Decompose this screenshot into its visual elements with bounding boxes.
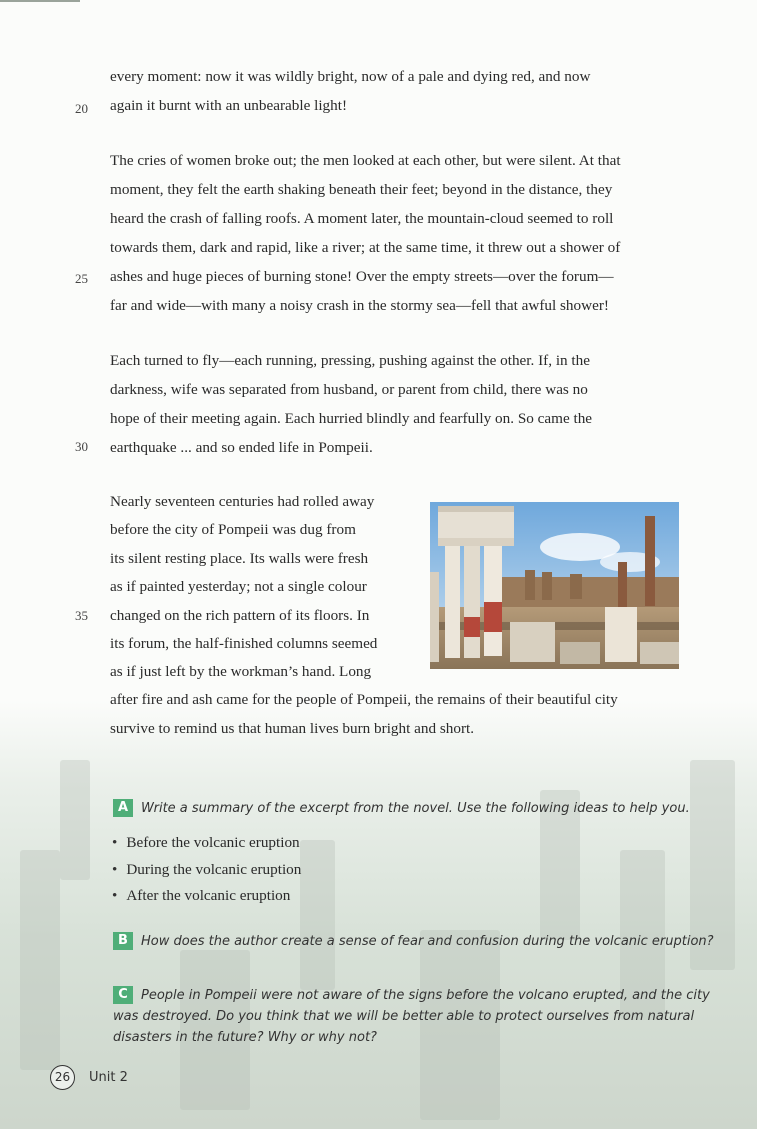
text-line: ashes and huge pieces of burning stone! Over the empty streets—over the forum— (110, 268, 614, 285)
paragraph-eruption (110, 146, 710, 320)
text-line: survive to remind us that human lives burn bright and short. (110, 720, 475, 737)
text-line: heard the crash of falling roofs. A moment later, the mountain-cloud seemed to roll (110, 210, 614, 227)
text-line: after fire and ash came for the people of Pompeii, the remains of their beautiful city (110, 691, 618, 708)
text-line: as if just left by the workman’s hand. Long (110, 663, 372, 681)
text-line: every moment: now it was wildly bright, now of a pale and dying red, and now (110, 68, 591, 85)
pompeii-forum-photo (430, 502, 679, 669)
task-a (113, 798, 690, 819)
text-line: as if painted yesterday; not a single colour (110, 578, 367, 596)
task-c-text: was destroyed. Do you think that we will be better able to protect ourselves from natural (113, 1009, 695, 1024)
text-line: far and wide—with many a noisy crash in the stormy sea—fell that awful shower! (110, 297, 609, 314)
line-number: 25 (75, 271, 88, 286)
unit-label: Unit 2 (89, 1070, 128, 1085)
text-line: hope of their meeting again. Each hurried blindly and fearfully on. So came the (110, 410, 593, 427)
line-number: 30 (75, 439, 88, 454)
task-badge: C (113, 986, 133, 1004)
page-footer (50, 1065, 128, 1090)
text-line: changed on the rich pattern of its floors. In (110, 606, 370, 624)
text-line: moment, they felt the earth shaking beneath their feet; beyond in the distance, they (110, 181, 613, 198)
task-b-text: How does the author create a sense of fear and confusion during the volcanic eruption? (141, 934, 714, 949)
text-line: The cries of women broke out; the men looked at each other, but were silent. At that (110, 152, 621, 169)
paragraph-excavation (110, 488, 420, 687)
text-line: earthquake ... and so ended life in Pompeii. (110, 439, 373, 456)
task-badge: A (113, 799, 133, 817)
text-line: its forum, the half-finished columns seemed (110, 635, 378, 653)
task-b (113, 931, 714, 952)
task-a-text: Write a summary of the excerpt from the novel. Use the following ideas to help you. (141, 801, 690, 816)
top-rule (0, 0, 80, 2)
task-c-text: disasters in the future? Why or why not? (113, 1030, 377, 1045)
summary-ideas-list (112, 830, 301, 910)
task-badge: B (113, 932, 133, 950)
paragraph-flight (110, 346, 710, 462)
line-number: 20 (75, 101, 88, 116)
line-number: 35 (75, 608, 88, 623)
text-line: before the city of Pompeii was dug from (110, 521, 356, 539)
text-line: Nearly seventeen centuries had rolled away (110, 493, 375, 510)
text-line: again it burnt with an unbearable light! (110, 97, 348, 114)
paragraph-excavation-end (110, 685, 710, 743)
page-number: 26 (50, 1065, 75, 1090)
text-line: towards them, dark and rapid, like a river; at the same time, it threw out a shower of (110, 239, 621, 256)
task-c-text: People in Pompeii were not aware of the signs before the volcano erupted, and the city (141, 988, 710, 1003)
list-item: • During the volcanic eruption (112, 857, 301, 884)
text-line: Each turned to fly—each running, pressing, pushing against the other. If, in the (110, 352, 590, 369)
list-item: • Before the volcanic eruption (112, 830, 301, 857)
task-c (113, 985, 710, 1048)
text-line: its silent resting place. Its walls were fresh (110, 549, 369, 567)
list-item: • After the volcanic eruption (112, 883, 301, 910)
text-line: darkness, wife was separated from husband, or parent from child, there was no (110, 381, 588, 398)
paragraph-continuation (110, 62, 710, 120)
